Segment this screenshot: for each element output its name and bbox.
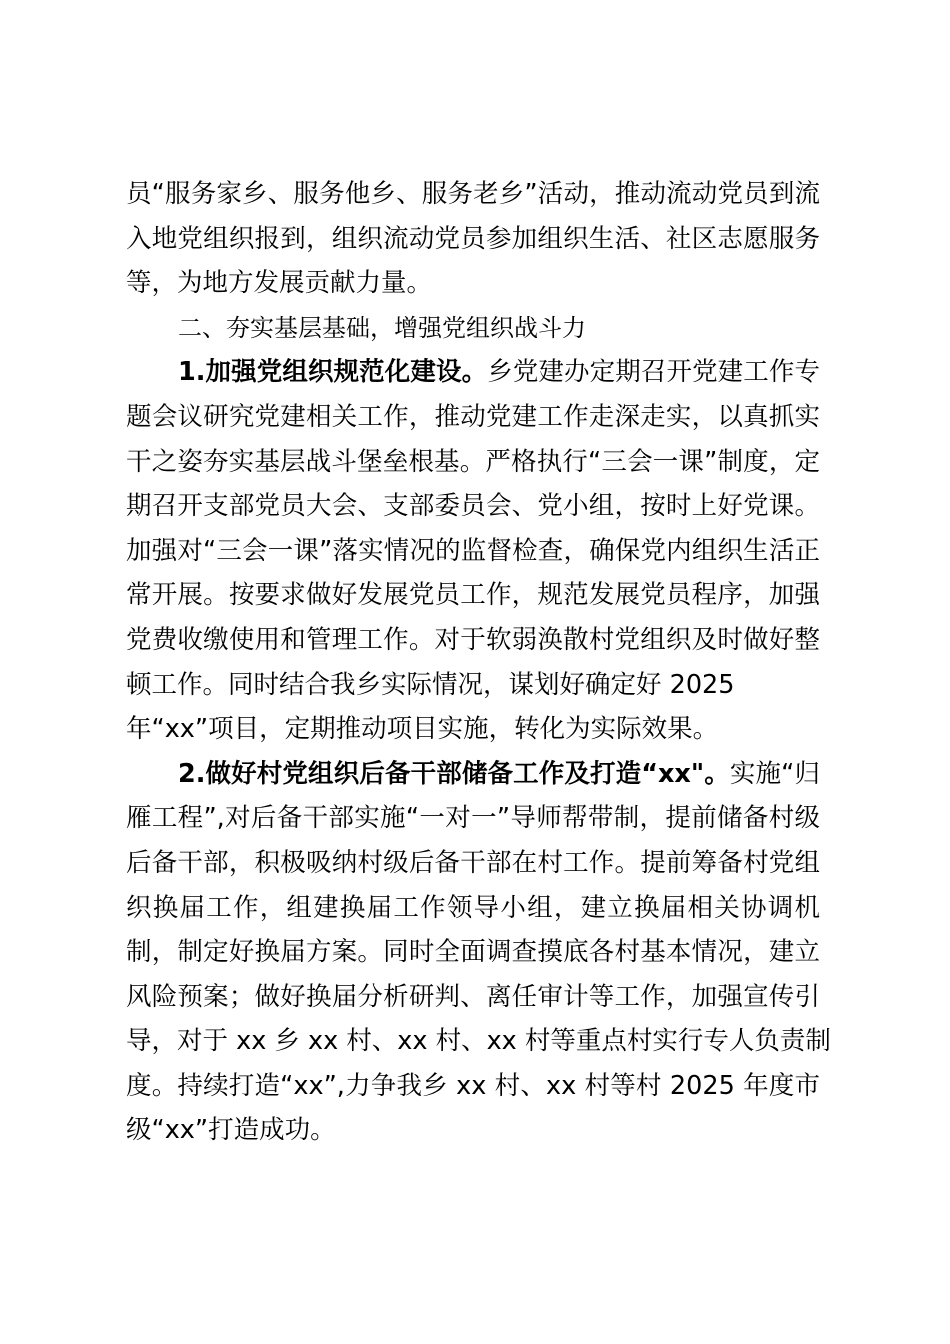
section-heading: 二、夯实基层基础，增强党组织战斗力 bbox=[178, 313, 586, 342]
text-line: 级“xx”打造成功。 bbox=[126, 1115, 336, 1146]
text-line: 干之姿夯实基层战斗堡垒根基。严格执行“三会一课”制度，定 bbox=[126, 446, 820, 477]
text-line: 等，为地方发展贡献力量。 bbox=[126, 268, 433, 299]
text-line: 度。持续打造“xx”,力争我乡 xx 村、xx 村等村 2025 年度市 bbox=[126, 1070, 820, 1101]
text-line: 入地党组织报到，组织流动党员参加组织生活、社区志愿服务 bbox=[126, 223, 820, 254]
text-line: 题会议研究党建相关工作，推动党建工作走深走实，以真抓实 bbox=[126, 401, 820, 432]
item-2-paragraph bbox=[126, 752, 831, 1153]
intro-paragraph bbox=[126, 172, 820, 306]
text-line: 年“xx”项目，定期推动项目实施，转化为实际效果。 bbox=[126, 714, 719, 745]
item-2-first-line bbox=[126, 752, 820, 797]
text-line: 党费收缴使用和管理工作。对于软弱涣散村党组织及时做好整 bbox=[126, 624, 820, 655]
text-line: 导，对于 xx 乡 xx 村、xx 村、xx 村等重点村实行专人负责制 bbox=[126, 1026, 831, 1057]
item-2-title: 2.做好村党组织后备干部储备工作及打造“xx"。 bbox=[178, 758, 730, 789]
text-line: 常开展。按要求做好发展党员工作，规范发展党员程序，加强 bbox=[126, 580, 820, 611]
text-line: 雁工程”,对后备干部实施“一对一”导师帮带制，提前储备村级 bbox=[126, 803, 820, 834]
item-1-first-line bbox=[126, 350, 820, 395]
text-line: 员“服务家乡、服务他乡、服务老乡”活动，推动流动党员到流 bbox=[126, 179, 820, 209]
item-1-paragraph bbox=[126, 350, 820, 751]
item-1-first-line-text: 乡党建办定期召开党建工作专 bbox=[487, 357, 820, 388]
item-2-first-line-text: 实施“归 bbox=[729, 758, 820, 789]
text-line: 期召开支部党员大会、支部委员会、党小组，按时上好党课。 bbox=[126, 491, 820, 522]
item-1-title: 1.加强党组织规范化建设。 bbox=[178, 357, 488, 388]
text-line: 顿工作。同时结合我乡实际情况，谋划好确定好 2025 bbox=[126, 669, 735, 700]
text-line: 织换届工作，组建换届工作领导小组，建立换届相关协调机 bbox=[126, 892, 820, 923]
text-line: 加强对“三会一课”落实情况的监督检查，确保党内组织生活正 bbox=[126, 535, 820, 566]
text-line: 后备干部，积极吸纳村级后备干部在村工作。提前筹备村党组 bbox=[126, 847, 820, 878]
document-page bbox=[126, 172, 831, 1153]
text-line: 风险预案；做好换届分析研判、离任审计等工作，加强宣传引 bbox=[126, 981, 820, 1012]
text-line: 制，制定好换届方案。同时全面调查摸底各村基本情况，建立 bbox=[126, 937, 820, 968]
